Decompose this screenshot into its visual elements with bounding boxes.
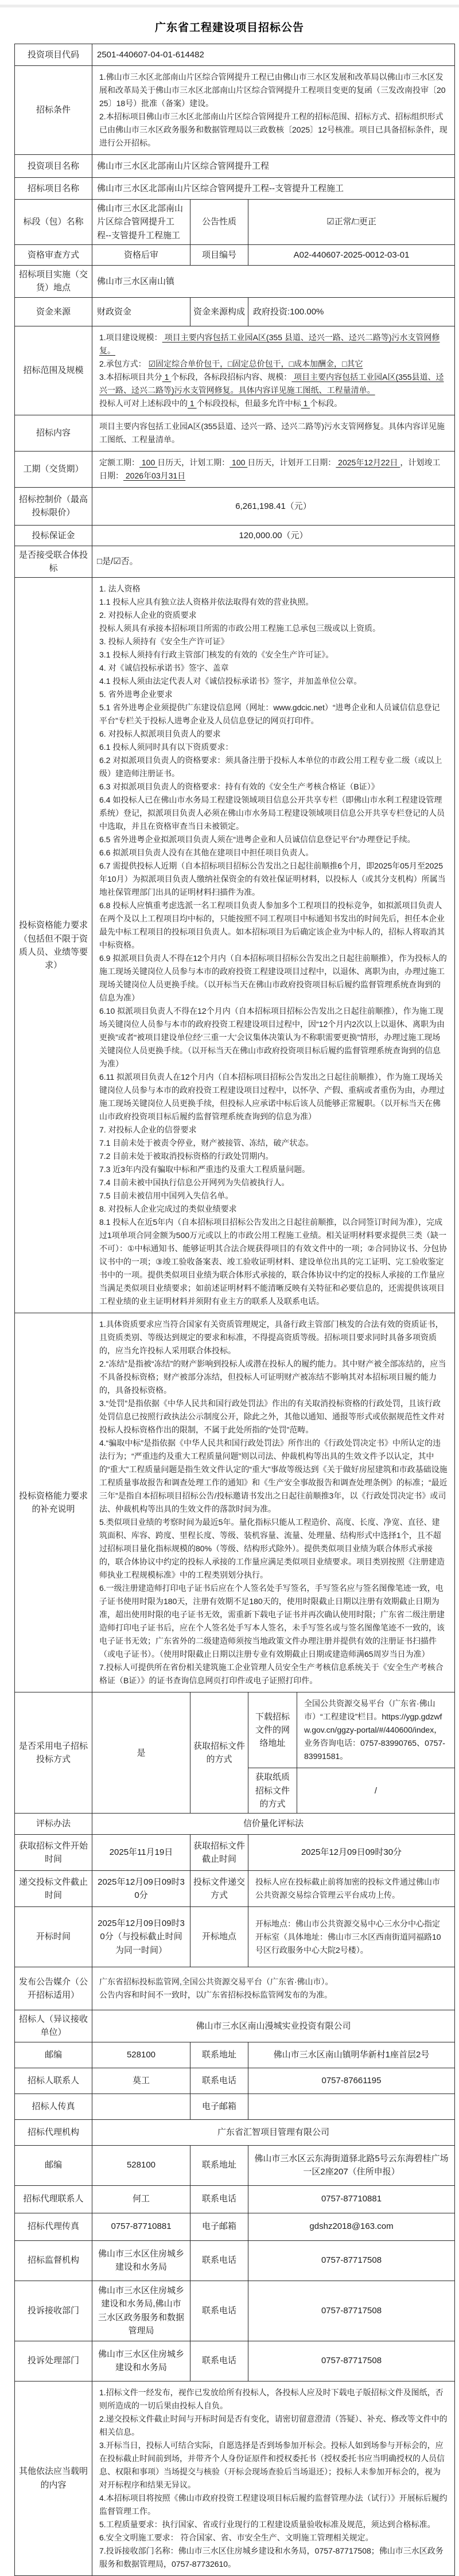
tender-content-value: 项目主要内容包括工业园A区(355县道、迳兴一路、迳兴二路等)污水支管网修复。具体内容详见施工图纸、工程量清单。 bbox=[92, 415, 455, 451]
evaluation-method-value: 信价量化评标法 bbox=[92, 1814, 455, 1835]
agency-contact-value: 何工 bbox=[92, 2185, 190, 2213]
row-project-code bbox=[15, 44, 455, 66]
row-consortium bbox=[15, 546, 455, 578]
row-other bbox=[15, 2381, 455, 2575]
media-value: 广东省招标投标监管网,全国公共资源交易平台（广东省·佛山市）。 公告内容和时间不一致时，以广东省招标投标监管网发布的为准。 bbox=[92, 1967, 455, 2010]
section-name-label: 标段（包）名称 bbox=[15, 200, 92, 245]
agency-label: 招标代理机构 bbox=[15, 2119, 92, 2145]
agency-email-value: gdshz2018@163.com bbox=[248, 2213, 455, 2240]
agency-contact-label: 招标代理联系人 bbox=[15, 2185, 92, 2213]
row-scope bbox=[15, 326, 455, 415]
tenderer-label: 招标人（异议接收单位） bbox=[15, 2010, 92, 2042]
complaint-handle-phone-label: 联系电话 bbox=[190, 2341, 248, 2381]
electronic-bidding-value: 是 bbox=[92, 1692, 190, 1814]
row-opening bbox=[15, 1907, 455, 1967]
row-tender-project-name bbox=[15, 178, 455, 200]
complaint-receive-label: 投诉接收部门 bbox=[15, 2281, 92, 2341]
agency-phone-value: 0757-87710881 bbox=[248, 2185, 455, 2213]
qualification-review-label: 资格审查方式 bbox=[15, 244, 92, 265]
scope-value: 1.项目建设规模： 项目主要内容包括工业园A区(355 县道、迳兴一路、迳兴二路等)污水支管网修复。 2.承包方式： ☑固定综合单价包干，□固定总价包干，□成本加酬金，□其它 3.本招标项目共分 1 个标段，各标段招标内容、规模： 项目主要内容包括工业园A区(355县道、迳兴一路、迳兴二路等)污水支管网修复。具体内容详见施工图纸、工程量清单。 投标人可对上述标段中的 1 个标段投标，但最多允许中标 1 个标段。 bbox=[92, 326, 455, 415]
row-complaint-handle bbox=[15, 2341, 455, 2381]
tender-content-label: 招标内容 bbox=[15, 415, 92, 451]
tenderer-fax-label: 招标人传真 bbox=[15, 2094, 92, 2119]
submit-method-label: 投标文件递交方式 bbox=[190, 1871, 248, 1907]
supervisor-value: 佛山市三水区住房城乡建设和水务局 bbox=[92, 2240, 190, 2281]
agency-fax-value: 0757-87710881 bbox=[92, 2213, 190, 2240]
row-funding bbox=[15, 297, 455, 326]
row-tenderer-fax bbox=[15, 2094, 455, 2119]
row-media bbox=[15, 1967, 455, 2010]
row-bid-deposit bbox=[15, 525, 455, 546]
electronic-bidding-label: 是否采用电子招标投标方式 bbox=[15, 1692, 92, 1814]
agency-postcode-value: 528100 bbox=[92, 2145, 190, 2185]
agency-address-value: 佛山市三水区云东海街道驿北路5号云东海碧桂广场一区2座207（住所申报） bbox=[248, 2145, 455, 2185]
complaint-receive-phone-value: 0757-87717508 bbox=[248, 2281, 455, 2341]
bid-deposit-label: 投标保证金 bbox=[15, 525, 92, 546]
agency-email-label: 电子邮箱 bbox=[190, 2213, 248, 2240]
scope-label: 招标范围及规模 bbox=[15, 326, 92, 415]
supervisor-phone-value: 0757-87717508 bbox=[248, 2240, 455, 2281]
obtain-method-label: 获取招标文件的方式 bbox=[190, 1692, 248, 1814]
announcement-table bbox=[14, 44, 455, 2576]
page-title: 广东省工程建设项目招标公告 bbox=[154, 22, 304, 34]
complaint-handle-value: 佛山市三水区住房城乡建设和水务局 bbox=[92, 2341, 190, 2381]
download-url-value: 全国公共资源交易平台（广东省·佛山市）“工程建设”栏目。https://ygp.gdzwfw.gov.cn/ggzy-portal/#/440600/index，业务咨询电话：0757-83990765、0757-83991581。 bbox=[297, 1692, 455, 1768]
project-number-label: 项目编号 bbox=[190, 244, 248, 265]
other-label: 其他依法应当载明的内容 bbox=[15, 2381, 92, 2575]
control-price-value: 6,261,198.41（元） bbox=[92, 487, 455, 525]
complaint-handle-phone-value: 0757-87717508 bbox=[248, 2341, 455, 2381]
submit-deadline-value: 2025年12月09日09时30分 bbox=[92, 1871, 190, 1907]
agency-phone-label: 联系电话 bbox=[190, 2185, 248, 2213]
row-tender-content bbox=[15, 415, 455, 451]
obtain-end-value: 2025年12月09日09时30分 bbox=[248, 1835, 455, 1871]
qualification-req-value: 1. 法人资格 1.1 投标人应具有独立法人资格并依法取得有效的营业执照。 2. 对投标人企业的资质要求 投标人须具有承接本招标项目所需的市政公用工程施工总承包三级或以上资质。 3. 投标人须持有《安全生产许可证》 3.1 投标人须持有行政主管部门核发的有效的《安全生产许可证》。 4. 对《诚信投标承诺书》签字、盖章 4.1 投标人须由法定代表人对《诚信投标承诺书》签字，并加盖单位公章。 5. 省外进粤企业要求 5.1 省外进粤企业须提供广东建设信息网（网址：www.gdcic.net）“进粤企业和人员诚信信息登记平台”专栏关于投标人进粤企业及人员信息登记的网页打印件。 6. 对投标人拟派项目负责人的要求 6.1 投标人须同时具有以下资质要求： 6.2 对拟派项目负责人的资格要求：须具备注册于投标人本单位的市政公用工程专业二级（或以上级）建造师注册证书。 6.3 对拟派项目负责人的资格要求：持有有效的《安全生产考核合格证（B证）》 6.4 如投标人已在佛山市水务局工程建设领域项目信息公开共享专栏（即佛山市水利工程建设管理系统）登记，拟派项目负责人必须在佛山市水务局工程建设领域项目信息公开共享专栏登记的人员中选取，并且在资格审查当日未被锁定。 6.5 省外进粤企业拟派项目负责人须在“进粤企业和人员诚信信息登记平台”办理登记手续。 6.6 拟派项目负责人没有在其他在建项目中担任项目负责人。 6.7 需提供投标人近期（自本招标项目招标公告发出之日起往前顺推6个月，即2025年05月至2025年10月）为拟派项目负责人缴纳社保资金的有效社保证明材料，以投标人（或其分支机构）所属当地社保管理部门出具的证明材料扫描件为准。 6.8 投标人应慎重考虑选派一名工程项目负责人参加多个工程项目的投标竞争，如拟派项目负责人在两个及以上工程项目均中标的，只能按照不同工程项目中标通知书发出的时间先后，担任本企业最先中标工程项目的投标项目负责人。如本招标项目为后确定该企业为中标人的，招标人将取消其中标资格。 6.9 拟派项目负责人不得在12个月内（自本招标项目招标公告发出之日起往前顺推），作为投标人的施工现场关键岗位人员参与本市的政府投资工程建设项目过程中，以退休、离职为由，办理过施工现场关键岗位人员更换手续。（以开标当天在佛山市政府投资项目标后履约监督管理系统查询到的信息为准） 6.10 拟派项目负责人不得在12个月内（自本招标项目招标公告发出之日起往前顺推），作为施工现场关键岗位人员参与本市的政府投资工程建设项目过程中，因“12个月内2次以上以退休、离职为由更换”或者“被项目建设单位经‘三重一大’会议集体决策认为不称职需要更换”情形，办理过施工现场关键岗位人员更换手续。（以开标当天在佛山市政府投资项目标后履约监督管理系统查询到的信息为准） 6.11 拟派项目负责人在12个月内（自本招标项目招标公告发出之日起往前顺推），作为施工现场关键岗位人员参与本市的政府投资工程建设项目过程中，以怀孕、产假、重病或者重伤为由，办理过施工现场关键岗位人员更换手续，但投标人应承诺中标后该人员能够正常履职。（以开标当天在佛山市政府投资项目标后履约监督管理系统查询到的信息为准） 7. 对投标人企业的信誉要求 7.1 目前未处于被责令停业，财产被接管、冻结，破产状态。 7.2 目前未处于被取消投标资格的行政处罚期内。 7.3 近3年内没有骗取中标和严重违约及重大工程质量问题。 7.4 目前未被中国执行信息公开网列为失信被执行人。 7.5 目前未被信用中国列入失信名单。 8. 对投标人企业完成过的类似业绩要求 8.1 投标人在近5年内（自本招标项目招标公告发出之日起往前顺推，以合同签订时间为准），完成过1项单项合同金额为500万元或以上的市政公用工程施工业绩。相关证明材料要求提供三类（缺一不可）：①中标通知书、能够证明其合法合规获得项目的有效文件中的一项；②合同协议书、分包协议书中的一项；③竣工验收备案表、竣工验收证明材料、建设单位出具的完工证明、完工验收鉴定书中的一项。提供类似项目业绩为联合体形式承接的，联合体协议中约定的投标人承接的工作量应当满足类似项目业绩要求；如前述证明材料不能清晰反映有关特征和必要信息的，还需提供该项目工程业绩的业主证明材料并须附有业主方的联系人及联系电话。 bbox=[92, 578, 455, 1313]
download-url-label: 下载招标文件的网络地址 bbox=[248, 1692, 297, 1768]
location-label: 招标项目实施（交货）地点 bbox=[15, 265, 92, 297]
notice-nature-label: 公告性质 bbox=[190, 200, 248, 245]
tenderer-email-label: 电子邮箱 bbox=[190, 2094, 248, 2119]
row-obtain-times bbox=[15, 1835, 455, 1871]
top-strip bbox=[0, 5, 459, 7]
qualification-notes-value: 1.具体资质要求应当符合国家有关资质管理规定，具备行政主管部门核发的合法有效的资质证书，且资质类别、等级达到规定的要求和标准，不得提高资质等级。招标项目要求同时具备多项资质的，应当允许投标人采用联合体投标。 2.“冻结”是指被“冻结”的财产影响到投标人或潜在投标人的履约能力。其中财产被全部冻结的，应当不具备投标资格；财产被部分冻结，但投标人可证明财产被冻结不影响其对本招标项目履约能力的，具备投标资格。 3.“处罚”是指依据《中华人民共和国行政处罚法》作出的有关取消投标资格的行政处罚，且该行政处罚信息已按照行政执法公示制度公开，除此之外，其他以通知、通报等形式或依据规范性文件对投标人投标资格作出的限制，不属于此处所指的“处罚”范畴。 4.“骗取中标”是指依据《中华人民共和国行政处罚法》所作出的《行政处罚决定书》中所认定的违法行为；“严重违约及重大工程质量问题”则以司法、仲裁机构等出具的生效文件予以认定，其中的“重大”工程质量问题是指生效文件认定的“重大”事故等级达到《关于做好房屋建筑和市政基础设施工程质量事故报告和调查处理工作的通知》和《生产安全事故报告和调查处理条例》的标准；“最近三年”是指自本招标项目招标公告/投标邀请书发出之日起往前顺推3年，以《行政处罚决定书》或司法、仲裁机构等出具的生效文件的落款时间为准。 5.类似项目业绩的考察时间为最近5年。量化指标只能从工程造价、高度、长度、净宽、直径、建筑面积、库容、跨度、里程长度、等级、装机容量、流量、处理量、结构形式中选择1个，且不超过招标项目量化指标规模的80%（等级、结构形式除外）。提供类似项目业绩为联合体形式承接的，联合体协议中约定的投标人承接的工作量应满足类似项目业绩要求。项目类别按照《注册建造师执业工程规模标准》中的工程类别划分执行。 6.一级注册建造师打印电子证书后应在个人签名处手写签名，手写签名应与签名图像笔迹一致，电子证书使用时限为180天，注册有效期不足180天的，使用时限截止日期以注册有效期截止日期为准，超出使用时限的电子证书无效，需重新下载电子证书并再次确认使用时限；广东省二级注册建造师打印电子证书后，应在个人签名处手写本人签名，未手写签名或与签名图像笔迹不一致的，该电子证书无效；广东省外的二级建造师须按当地政策文件办理注册并提供有效的注册证书扫描件（或电子证书）。（使用时限截止日期以注册专业有效期截止日期或建造师满65周岁当日为准） 7.投标人可提供所在省份相关建筑施工企业管理人员安全生产考核信息系统关于《安全生产考核合格证（B证）》的证书查询信息网页打印件或电子证照打印件。 bbox=[92, 1313, 455, 1692]
control-price-label: 招标控制价（最高投标限价） bbox=[15, 487, 92, 525]
row-section-name bbox=[15, 200, 455, 245]
tender-project-name-value: 佛山市三水区北部南山片区综合管网提升工程--支管提升工程施工 bbox=[92, 178, 455, 200]
complaint-receive-phone-label: 联系电话 bbox=[190, 2281, 248, 2341]
complaint-handle-label: 投诉处理部门 bbox=[15, 2341, 92, 2381]
qualification-notes-label: 投标资格能力要求的补充说明 bbox=[15, 1313, 92, 1692]
submit-deadline-label: 递交投标文件截止时间 bbox=[15, 1871, 92, 1907]
tender-project-name-label: 招标项目名称 bbox=[15, 178, 92, 200]
other-value: 1.招标文件一经发布，视作已发放给所有投标人，各投标人应及时下载电子版招标文件及图纸，否则所造成的一切后果由投标人自负。 2.递交投标文件截止时间与开标时间是否有变化，请密切留意澄清（答疑）、补充、修改等文件中的相关信息。 3.开标当日，投标人可结合实际，自愿选择是否到场参加开标会。投标人如到场参与开标会的，应在投标截止时间前到场，并带齐个人身份证原件和授权委托书（授权委托书应当明确授权的人员信息、权限和事项）当场提交与核验（开标会现场查验后当场退还）；投标人未参加开标会的，视为对开标程序和结果无异议。 4.本招标项目将按照《佛山市政府投资工程建设项目标后履约监督管理办法（试行）》开展标后履约监督管理工作。 5.工程质量要求：执行国家、省或行业现行的工程建设质量验收标准及规范，须达到合格标准。 6.安全文明施工要求： 符合国家、省、市安全生产、文明施工管理相关规定。 7.投诉接收部门名称：佛山市三水区住房城乡建设和水务局，0757-87717508；佛山市三水区政务服务和数据管理局，0757-87732610。 bbox=[92, 2381, 455, 2575]
row-electronic-bidding bbox=[15, 1692, 455, 1768]
investment-project-name-value: 佛山市三水区北部南山片区综合管网提升工程 bbox=[92, 155, 455, 178]
duration-label: 工期（交货期） bbox=[15, 451, 92, 487]
tenderer-value: 佛山市三水区南山漫城实业投资有限公司 bbox=[92, 2010, 455, 2042]
evaluation-method-label: 评标办法 bbox=[15, 1814, 92, 1835]
complaint-receive-value: 佛山市三水区住房城乡建设和水务局,佛山市三水区政务服务和数据管理局 bbox=[92, 2281, 190, 2341]
agency-value: 广东省汇智项目管理有限公司 bbox=[92, 2119, 455, 2145]
funding-composition-value: 政府投资:100.00% bbox=[248, 297, 455, 326]
row-investment-project-name bbox=[15, 155, 455, 178]
tender-conditions-value: 1.佛山市三水区北部南山片区综合管网提升工程已由佛山市三水区发展和改革局以佛山市三水区发展和改革局关于佛山市三水区北部南山片区综合管网提升工程项目变更的复函（三发改南投审〔2025〕18号）批准（备案）建设。 2.本招标项目佛山市三水区北部南山片区综合管网提升工程的招标范围、招标方式、招标组织形式已由佛山市三水区政务服务和数据管理局以三政数核〔2025〕12号核准。项目已具备招标条件，现进行公开招标。 bbox=[92, 66, 455, 155]
funding-source-value: 财政资金 bbox=[92, 297, 190, 326]
row-agency bbox=[15, 2119, 455, 2145]
tenderer-postcode-value: 528100 bbox=[92, 2042, 190, 2068]
row-tender-conditions bbox=[15, 66, 455, 155]
obtain-start-value: 2025年11月19日 bbox=[92, 1835, 190, 1871]
location-value: 佛山市三水区南山镇 bbox=[92, 265, 455, 297]
row-qualification-notes bbox=[15, 1313, 455, 1692]
qualification-req-label: 投标资格能力要求（包括但不限于资质人员、业绩等要求） bbox=[15, 578, 92, 1313]
opening-place-label: 开标地点 bbox=[190, 1907, 248, 1967]
row-agency-fax bbox=[15, 2213, 455, 2240]
tenderer-contact-label: 招标人联系人 bbox=[15, 2068, 92, 2094]
qualification-review-value: 资格后审 bbox=[92, 244, 190, 265]
row-agency-contact bbox=[15, 2185, 455, 2213]
supervisor-phone-label: 联系电话 bbox=[190, 2240, 248, 2281]
tenderer-phone-label: 联系电话 bbox=[190, 2068, 248, 2094]
row-supervisor bbox=[15, 2240, 455, 2281]
row-complaint-receive bbox=[15, 2281, 455, 2341]
agency-postcode-label: 邮编 bbox=[15, 2145, 92, 2185]
row-tenderer bbox=[15, 2010, 455, 2042]
funding-composition-label: 资金来源构成 bbox=[190, 297, 248, 326]
notice-nature-value: ☑正常/□更正 bbox=[248, 200, 455, 245]
duration-value: 定额工期： 100 日历天，计划工期： 100 日历天，计划开工日期： 2025年12月22日 ，计划竣工日期： 2026年03月31日 bbox=[92, 451, 455, 487]
media-label: 发布公告媒介（公开招标适用） bbox=[15, 1967, 92, 2010]
row-qualification-req bbox=[15, 578, 455, 1313]
row-tenderer-postcode bbox=[15, 2042, 455, 2068]
row-submit bbox=[15, 1871, 455, 1907]
row-agency-postcode bbox=[15, 2145, 455, 2185]
project-code-label: 投资项目代码 bbox=[15, 44, 92, 66]
agency-fax-label: 招标代理传真 bbox=[15, 2213, 92, 2240]
paper-method-label: 获取纸质招标文件的方式 bbox=[248, 1768, 297, 1814]
funding-source-label: 资金来源 bbox=[15, 297, 92, 326]
section-name-value: 佛山市三水区北部南山片区综合管网提升工程--支管提升工程施工 bbox=[92, 200, 190, 245]
row-tenderer-contact bbox=[15, 2068, 455, 2094]
tender-conditions-label: 招标条件 bbox=[15, 66, 92, 155]
tenderer-contact-value: 莫工 bbox=[92, 2068, 190, 2094]
obtain-end-label: 获取招标文件截止时间 bbox=[190, 1835, 248, 1871]
tenderer-address-label: 联系地址 bbox=[190, 2042, 248, 2068]
supervisor-label: 招标监督机构 bbox=[15, 2240, 92, 2281]
tenderer-email-value bbox=[248, 2094, 455, 2119]
opening-time-value: 2025年12月09日09时30分（与投标截止时间为同一时间） bbox=[92, 1907, 190, 1967]
tenderer-fax-value bbox=[92, 2094, 190, 2119]
tenderer-phone-value: 0757-87661195 bbox=[248, 2068, 455, 2094]
row-control-price bbox=[15, 487, 455, 525]
consortium-label: 是否接受联合体投标 bbox=[15, 546, 92, 578]
obtain-start-label: 获取招标文件开始时间 bbox=[15, 1835, 92, 1871]
consortium-value: □是/☑否。 bbox=[92, 546, 455, 578]
tenderer-address-value: 佛山市三水区南山镇明华新村1座首层2号 bbox=[248, 2042, 455, 2068]
bid-deposit-value: 120,000.00（元） bbox=[92, 525, 455, 546]
paper-method-value: / bbox=[297, 1768, 455, 1814]
submit-method-value: 投标人应在投标截止前将加密的投标文件通过佛山市公共资源交易综合管理云平台成功上传。 bbox=[248, 1871, 455, 1907]
investment-project-name-label: 投资项目名称 bbox=[15, 155, 92, 178]
project-number-value: A02-440607-2025-0012-03-01 bbox=[248, 244, 455, 265]
row-qualification-review bbox=[15, 244, 455, 265]
tenderer-postcode-label: 邮编 bbox=[15, 2042, 92, 2068]
row-duration bbox=[15, 451, 455, 487]
opening-time-label: 开标时间 bbox=[15, 1907, 92, 1967]
opening-place-value: 开标地点：佛山市公共资源交易中心三水分中心指定开标室（具体地址：佛山市三水区西南街道同福路10号区行政服务中心大院2号楼）。 bbox=[248, 1907, 455, 1967]
row-location bbox=[15, 265, 455, 297]
agency-address-label: 联系地址 bbox=[190, 2145, 248, 2185]
row-evaluation-method bbox=[15, 1814, 455, 1835]
project-code-value: 2501-440607-04-01-614482 bbox=[92, 44, 455, 66]
